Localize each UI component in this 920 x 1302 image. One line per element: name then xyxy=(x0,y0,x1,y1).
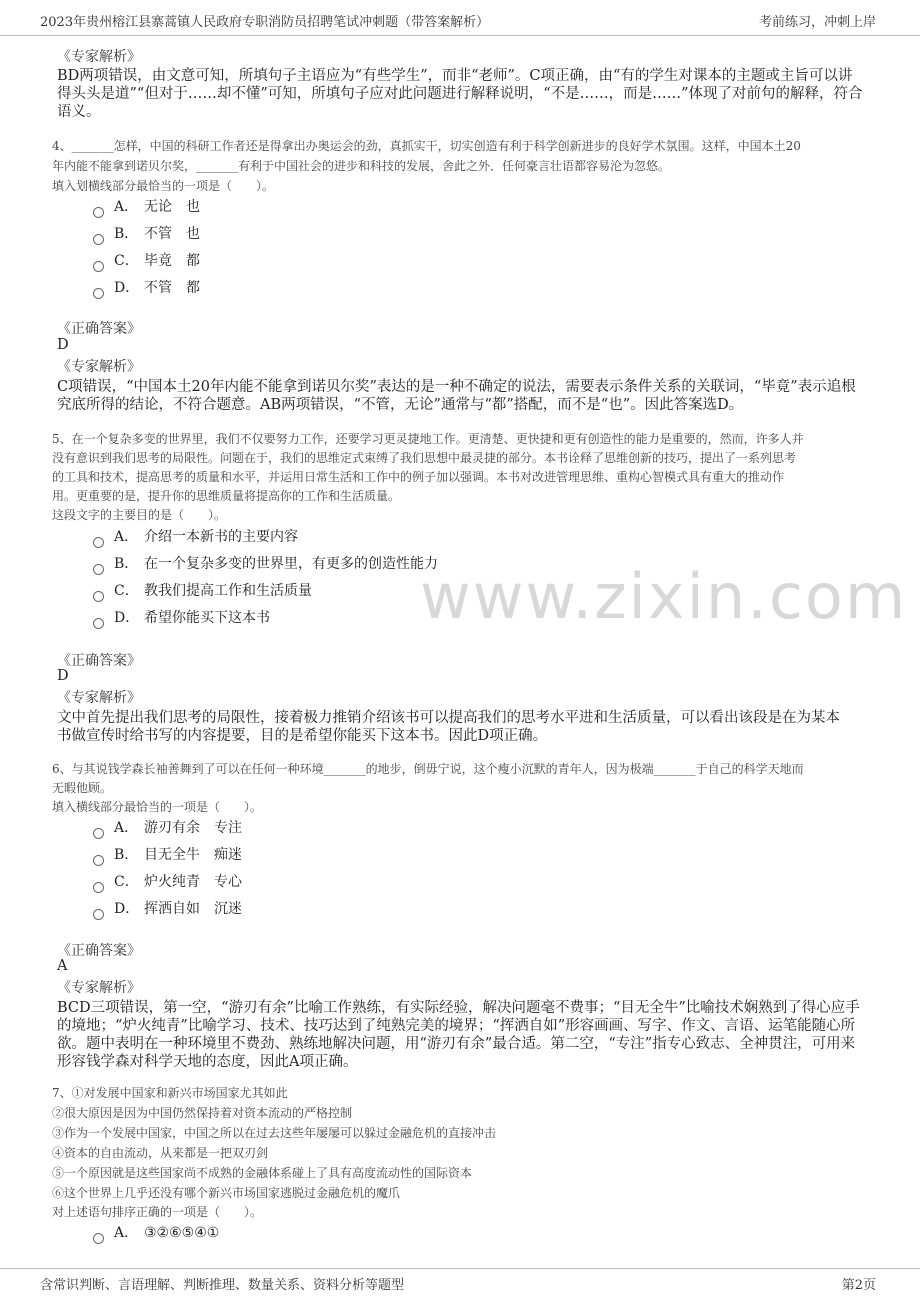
option-c[interactable]: C． 毕竟 都 xyxy=(93,250,200,272)
radio-icon[interactable] xyxy=(93,591,104,602)
option-c[interactable]: C． 炉火纯青 专心 xyxy=(93,871,242,893)
analysis-line: 欲。题中表明在一种环境里不费劲、熟练地解决问题，用“游刃有余”最合适。第二空，“专注”指专心致志、全神贯注，可用来 xyxy=(57,1036,856,1052)
question-7-line: 7、①对发展中国家和新兴市场国家尤其如此 xyxy=(52,1086,288,1100)
page-number: 第2页 xyxy=(841,1278,876,1293)
radio-icon[interactable] xyxy=(93,618,104,629)
answer-tag: 《正确答案》 xyxy=(57,943,141,959)
header-slogan: 考前练习，冲刺上岸 xyxy=(758,15,876,30)
question-7-prompt: 对上述语句排序正确的一项是（ ）。 xyxy=(52,1205,263,1219)
option-b[interactable]: B． 目无全牛 痴迷 xyxy=(93,844,242,866)
radio-icon[interactable] xyxy=(93,288,104,299)
analysis-line: 形容钱学森对科学天地的态度，因此A项正确。 xyxy=(57,1054,358,1070)
page-header xyxy=(0,0,920,36)
question-6-line: 6、与其说钱学森长袖善舞到了可以在任何一种环境_______的地步，倒毋宁说，这个瘦小沉默的青年人，因为极端_______于自己的科学天地而 xyxy=(52,762,804,776)
question-5-line: 的工具和技术，提高思考的质量和水平，并运用日常生活和工作中的例子加以强调。本书对改进管理思维、重构心智模式具有重大的推动作 xyxy=(52,470,785,484)
radio-icon[interactable] xyxy=(93,564,104,575)
option-b[interactable]: B． 在一个复杂多变的世界里，有更多的创造性能力 xyxy=(93,553,438,575)
question-5-prompt: 这段文字的主要目的是（ ）。 xyxy=(52,508,227,522)
document-title: 2023年贵州榕江县寨蒿镇人民政府专职消防员招聘笔试冲刺题（带答案解析） xyxy=(40,15,490,30)
page-footer xyxy=(0,1268,920,1302)
analysis-line: 的境地；“炉火纯青”比喻学习、技术、技巧达到了纯熟完美的境界；“挥洒自如”形容画画、写字、作文、言语、运笔能随心所 xyxy=(57,1018,856,1034)
radio-icon[interactable] xyxy=(93,207,104,218)
answer-tag: 《正确答案》 xyxy=(57,321,141,337)
option-a[interactable]: A． 游刃有余 专注 xyxy=(93,817,242,839)
analysis-tag: 《专家解析》 xyxy=(57,49,141,65)
analysis-line: BCD三项错误，第一空，“游刃有余”比喻工作熟练，有实际经验，解决问题毫不费事；“目无全牛”比喻技术娴熟到了得心应手 xyxy=(57,1000,860,1016)
question-4-prompt: 填入划横线部分最恰当的一项是（ ）。 xyxy=(52,179,275,193)
radio-icon[interactable] xyxy=(93,1233,104,1244)
radio-icon[interactable] xyxy=(93,909,104,920)
radio-icon[interactable] xyxy=(93,261,104,272)
option-a[interactable]: A． 介绍一本新书的主要内容 xyxy=(93,526,298,548)
question-7-line: ⑥这个世界上几乎还没有哪个新兴市场国家逃脱过金融危机的魔爪 xyxy=(52,1186,401,1200)
question-6-prompt: 填入横线部分最恰当的一项是（ ）。 xyxy=(52,800,263,814)
option-d[interactable]: D． 挥洒自如 沉迷 xyxy=(93,898,242,920)
analysis-line: 书做宣传时给书写的内容提要，目的是希望你能买下这本书。因此D项正确。 xyxy=(57,728,548,744)
answer-value: D xyxy=(57,337,69,353)
question-7-line: ②很大原因是因为中国仍然保持着对资本流动的严格控制 xyxy=(52,1106,353,1120)
option-c[interactable]: C． 教我们提高工作和生活质量 xyxy=(93,580,312,602)
question-4-line: 4、_______怎样，中国的科研工作者还是得拿出办奥运会的劲，真抓实干，切实创造有利于科学创新进步的良好学术氛围。这样，中国本土20 xyxy=(52,139,801,153)
answer-value: A xyxy=(57,958,68,974)
question-7-line: ④资本的自由流动，从来都是一把双刃剑 xyxy=(52,1146,269,1160)
analysis-line: BD两项错误，由文意可知，所填句子主语应为“有些学生”，而非“老师”。C项正确，由“有的学生对课本的主题或主旨可以讲 xyxy=(57,68,853,84)
option-b[interactable]: B． 不管 也 xyxy=(93,223,200,245)
question-5-line: 没有意识到我们思考的局限性。问题在于，我们的思维定式束缚了我们思想中最灵捷的部分。本书诠释了思维创新的技巧，提出了一系列思考 xyxy=(52,451,797,465)
option-d[interactable]: D． 不管 都 xyxy=(93,277,200,299)
watermark: www.zixin.com xyxy=(420,560,908,633)
radio-icon[interactable] xyxy=(93,882,104,893)
option-d[interactable]: D． 希望你能买下这本书 xyxy=(93,607,270,629)
radio-icon[interactable] xyxy=(93,234,104,245)
analysis-line: 得头头是道”“但对于……却不懂”可知，所填句子应对此问题进行解释说明，“不是……，而是……”体现了对前句的解释，符合 xyxy=(57,86,863,102)
option-a[interactable]: A． ③②⑥⑤④① xyxy=(93,1222,219,1244)
radio-icon[interactable] xyxy=(93,855,104,866)
analysis-line: 文中首先提出我们思考的局限性，接着极力推销介绍该书可以提高我们的思考水平进和生活质量，可以看出该段是在为某本 xyxy=(57,710,840,726)
answer-tag: 《正确答案》 xyxy=(57,653,141,669)
analysis-tag: 《专家解析》 xyxy=(57,980,141,996)
question-7-line: ⑤一个原因就是这些国家尚不成熟的金融体系碰上了具有高度流动性的国际资本 xyxy=(52,1166,473,1180)
analysis-line: 究底所得的结论，不符合题意。AB两项错误，“不管，无论”通常与“都”搭配，而不是“也”。因此答案选D。 xyxy=(57,397,744,413)
question-4-line: 年内能不能拿到诺贝尔奖，_______有利于中国社会的进步和科技的发展，舍此之外．任何豪言壮语都容易沦为忽悠。 xyxy=(52,159,671,173)
radio-icon[interactable] xyxy=(93,828,104,839)
footer-description: 含常识判断、言语理解、判断推理、数量关系、资料分析等题型 xyxy=(40,1278,405,1293)
answer-value: D xyxy=(57,668,69,684)
question-7-line: ③作为一个发展中国家，中国之所以在过去这些年屡屡可以躲过金融危机的直接冲击 xyxy=(52,1126,497,1140)
analysis-tag: 《专家解析》 xyxy=(57,359,141,375)
question-5-line: 用。更重要的是，提升你的思维质量将提高你的工作和生活质量。 xyxy=(52,489,401,503)
radio-icon[interactable] xyxy=(93,537,104,548)
question-6-line: 无暇他顾。 xyxy=(52,781,113,795)
analysis-line: 语义。 xyxy=(57,104,101,120)
analysis-line: C项错误，“中国本土20年内能不能拿到诺贝尔奖”表达的是一种不确定的说法，需要表示条件关系的关联词，“毕竟”表示追根 xyxy=(57,379,856,395)
analysis-tag: 《专家解析》 xyxy=(57,690,141,706)
option-a[interactable]: A． 无论 也 xyxy=(93,196,200,218)
question-5-line: 5、在一个复杂多变的世界里，我们不仅要努力工作，还要学习更灵捷地工作。更清楚、更快捷和更有创造性的能力是重要的，然而，许多人并 xyxy=(52,432,804,446)
